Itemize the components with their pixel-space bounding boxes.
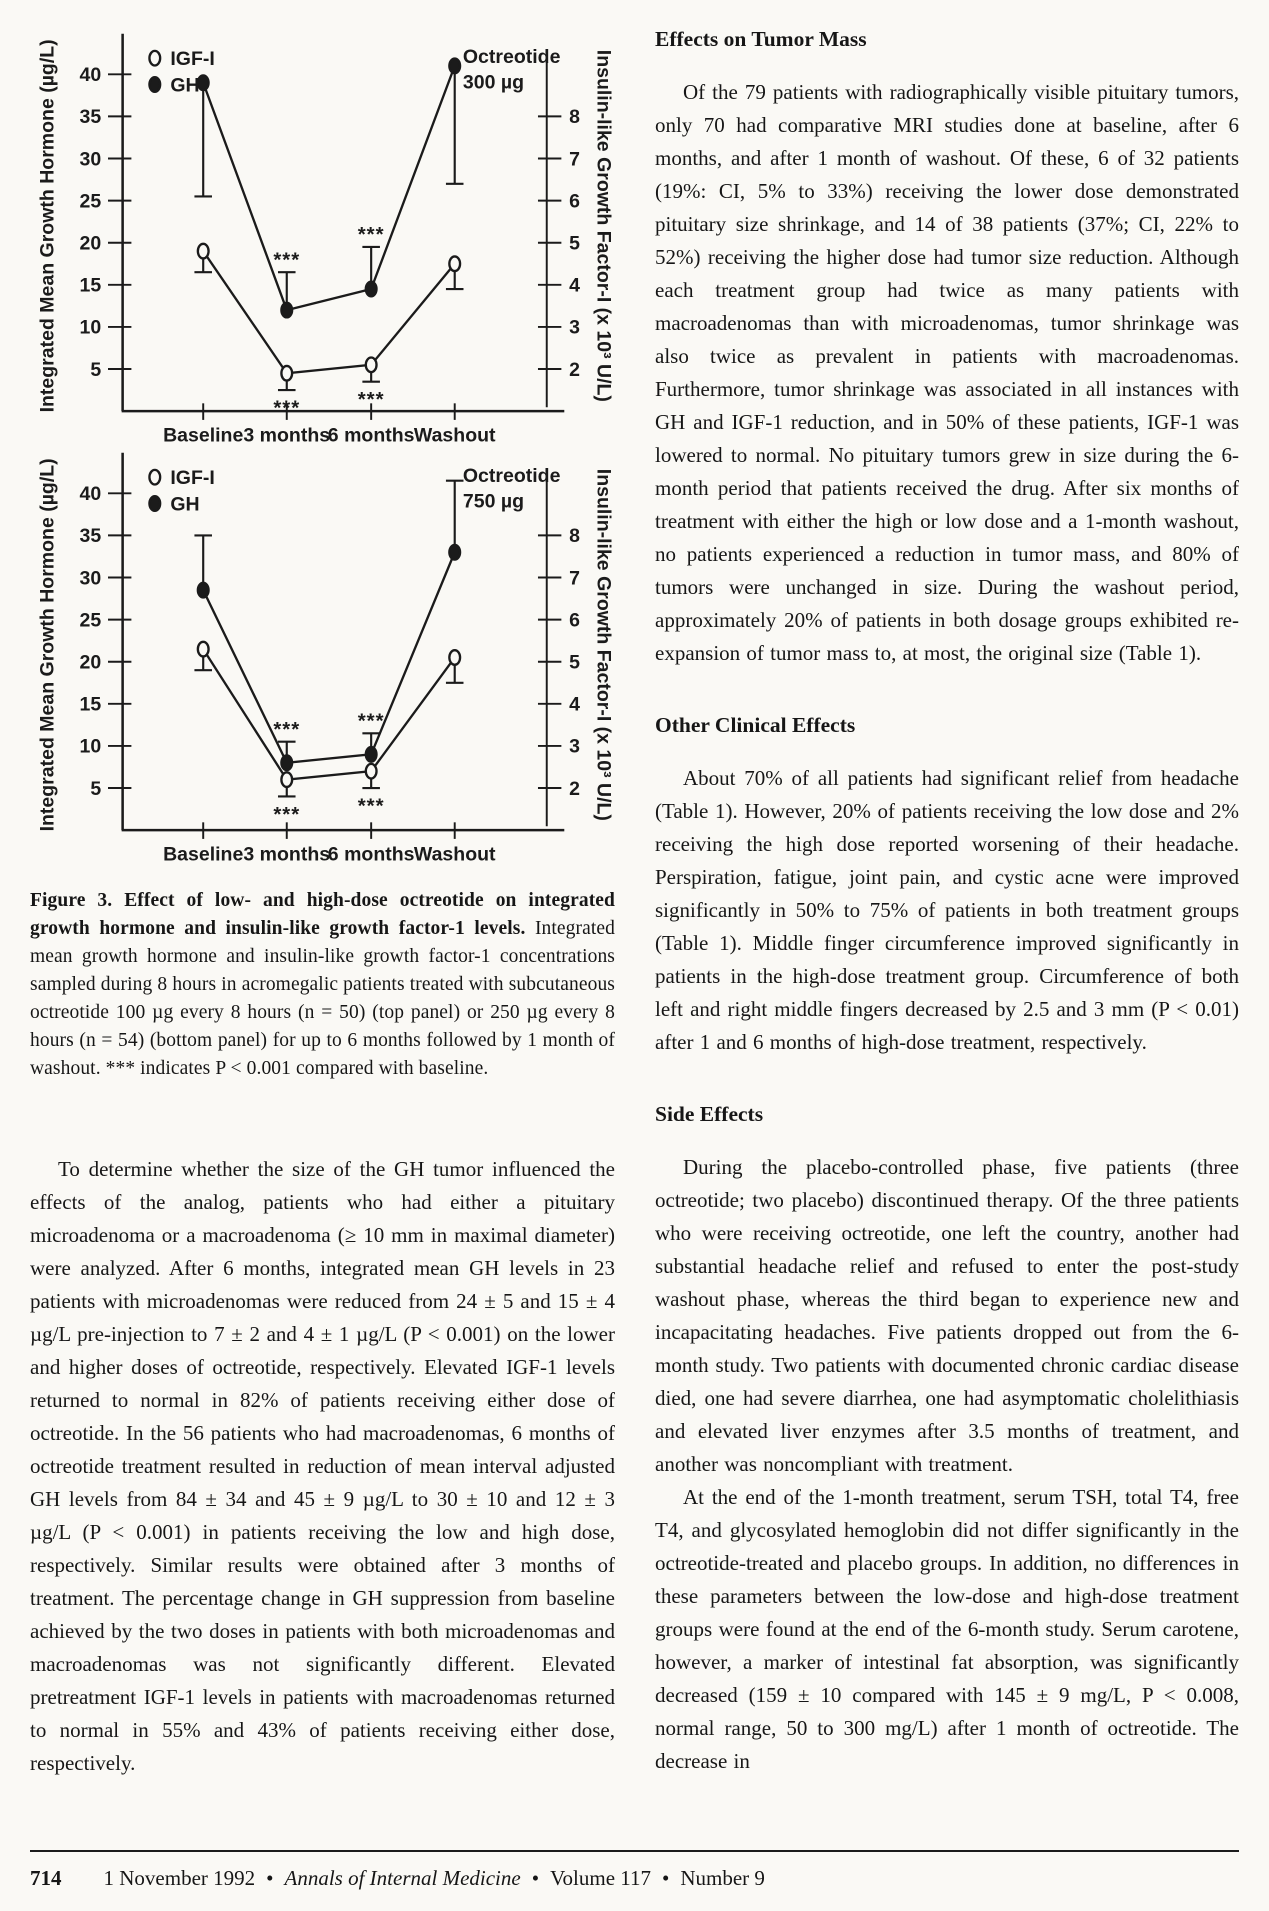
svg-text:6 months: 6 months <box>327 843 415 865</box>
section-side-effects <box>655 1101 1239 1778</box>
footer-separator: • <box>661 1866 670 1890</box>
svg-text:15: 15 <box>79 693 102 716</box>
svg-text:35: 35 <box>79 106 102 129</box>
svg-text:25: 25 <box>79 609 102 632</box>
figure-caption-title: Figure 3. Effect of low- and high-dose octreotide on integrated growth hormone and insulin-like growth factor-1 levels. <box>30 889 615 939</box>
footer-volume: Volume 117 <box>550 1866 651 1890</box>
svg-text:3: 3 <box>569 735 581 758</box>
svg-text:4: 4 <box>569 274 581 297</box>
svg-text:***: *** <box>357 709 385 733</box>
svg-text:4: 4 <box>569 693 581 716</box>
svg-text:Washout: Washout <box>413 424 496 446</box>
svg-text:10: 10 <box>79 735 102 758</box>
figure-caption-body: Integrated mean growth hormone and insulin-like growth factor-1 concentrations sampled during 8 hours in acromegalic patients treated with subcutaneous octreotide 100 µg every 8 hours (n = 50) (top panel) or 250 µg every 8 hours (n = 54) (bottom panel) for up to 6 months followed by 1 month of washout. *** indicates P < 0.001 compared with baseline. <box>30 917 615 1079</box>
svg-text:30: 30 <box>79 567 102 590</box>
svg-text:3 months: 3 months <box>243 424 331 446</box>
svg-text:***: *** <box>357 794 385 818</box>
page-footer <box>30 1850 1239 1891</box>
svg-text:20: 20 <box>79 232 102 255</box>
body-paragraph: About 70% of all patients had significant relief from headache (Table 1). However, 20% of patients receiving the low dose and 2% receiving the high dose reported worsening of their headache. Perspiration, fatigue, joint pain, and cystic acne were improved significantly in 50% to 75% of patients in both treatment groups (Table 1). Middle finger circumference improved significantly in patients in the high-dose treatment group. Circumference of both left and right middle fingers decreased by 2.5 and 3 mm (P < 0.01) after 1 and 6 months of high-dose treatment, respectively. <box>655 766 1239 1054</box>
body-paragraph: To determine whether the size of the GH tumor influenced the effects of the analog, patients who had either a pituitary microadenoma or a macroadenoma (≥ 10 mm in maximal diameter) were analyzed. After 6 months, integrated mean GH levels in 23 patients with microadenomas were reduced from 24 ± 5 and 15 ± 4 µg/L pre-injection to 7 ± 2 and 4 ± 1 µg/L (P < 0.001) on the lower and higher doses of octreotide, respectively. Elevated IGF-1 levels returned to normal in 82% of patients receiving either dose of octreotide. In the 56 patients who had macroadenomas, 6 months of octreotide treatment resulted in reduction of mean interval adjusted GH levels from 84 ± 34 and 45 ± 9 µg/L to 30 ± 10 and 12 ± 3 µg/L (P < 0.001) in patients receiving the low and high dose, respectively. Similar results were obtained after 3 months of treatment. The percentage change in GH suppression from baseline achieved by the two doses in patients with both microadenomas and macroadenomas was not significantly different. Elevated pretreatment IGF-1 levels in patients with macroadenomas returned to normal in 55% and 43% of patients receiving either dose, respectively. <box>30 1156 615 1775</box>
section-heading: Other Clinical Effects <box>655 713 856 737</box>
section-heading: Effects on Tumor Mass <box>655 27 867 51</box>
svg-text:GH: GH <box>170 493 200 516</box>
svg-text:7: 7 <box>569 567 581 590</box>
footer-date: 1 November 1992 <box>103 1866 256 1890</box>
body-paragraph: At the end of the 1-month treatment, serum TSH, total T4, free T4, and glycosylated hemoglobin did not differ significantly in the octreotide-treated and placebo groups. In addition, no differences in these parameters between the low-dose and high-dose treatment groups were found at the end of the 6-month study. Serum carotene, however, a marker of intestinal fat absorption, was significantly decreased (159 ± 10 compared with 145 ± 9 mg/L, P < 0.008, normal range, 50 to 300 mg/L) after 1 month of octreotide. The decrease in <box>655 1485 1239 1773</box>
svg-text:***: *** <box>273 718 301 742</box>
svg-text:6: 6 <box>569 609 581 632</box>
svg-text:Baseline: Baseline <box>163 843 244 865</box>
svg-text:15: 15 <box>79 274 102 297</box>
footer-separator: • <box>266 1866 274 1890</box>
svg-text:Insulin-like Growth Factor-I (: Insulin-like Growth Factor-I (x 10³ U/L) <box>592 49 615 402</box>
svg-text:40: 40 <box>79 64 102 87</box>
left-column <box>30 26 615 1780</box>
right-column <box>655 26 1239 1780</box>
svg-text:Octreotide: Octreotide <box>462 465 561 488</box>
svg-text:***: *** <box>357 388 385 412</box>
svg-text:40: 40 <box>79 483 102 506</box>
svg-text:3 months: 3 months <box>243 843 331 865</box>
svg-text:6: 6 <box>569 190 581 213</box>
figure-3 <box>30 26 615 1083</box>
svg-text:***: *** <box>273 248 301 272</box>
svg-text:Insulin-like Growth Factor-I (: Insulin-like Growth Factor-I (x 10³ U/L) <box>592 469 615 822</box>
two-column-layout <box>30 26 1239 1780</box>
svg-text:Integrated Mean Growth Hormone: Integrated Mean Growth Hormone (µg/L) <box>36 39 59 413</box>
svg-text:2: 2 <box>569 358 581 381</box>
svg-text:10: 10 <box>79 316 102 339</box>
chart-octreotide-300ug <box>30 26 615 445</box>
svg-text:Integrated Mean Growth Hormone: Integrated Mean Growth Hormone (µg/L) <box>36 458 59 832</box>
svg-text:25: 25 <box>79 190 102 213</box>
svg-text:GH: GH <box>170 74 200 97</box>
body-paragraph: During the placebo-controlled phase, five patients (three octreotide; two placebo) discontinued therapy. Of the three patients who were receiving octreotide, one left the country, another had substantial headache relief and refused to enter the post-study washout phase, whereas the third began to experience new and incapacitating headaches. Five patients dropped out from the 6-month study. Two patients with documented chronic cardiac disease died, one had severe diarrhea, one had asymptomatic cholelithiasis and elevated liver enzymes after 3.5 months of treatment, and another was noncompliant with treatment. <box>655 1155 1239 1476</box>
footer-separator: • <box>531 1866 540 1890</box>
svg-text:6 months: 6 months <box>327 424 415 446</box>
svg-text:8: 8 <box>569 525 581 548</box>
svg-text:5: 5 <box>569 651 581 674</box>
svg-text:Washout: Washout <box>413 843 496 865</box>
footer-number: Number 9 <box>680 1866 765 1890</box>
svg-text:3: 3 <box>569 316 581 339</box>
section-heading: Side Effects <box>655 1102 764 1126</box>
svg-text:35: 35 <box>79 525 102 548</box>
svg-text:30: 30 <box>79 148 102 171</box>
svg-text:8: 8 <box>569 106 581 129</box>
svg-text:750 µg: 750 µg <box>462 490 525 513</box>
svg-text:***: *** <box>273 803 301 827</box>
svg-text:5: 5 <box>569 232 581 255</box>
svg-text:5: 5 <box>90 358 102 381</box>
svg-text:300 µg: 300 µg <box>462 71 525 94</box>
section-other-clinical-effects <box>655 712 1239 1059</box>
page-number: 714 <box>30 1866 62 1890</box>
svg-text:20: 20 <box>79 651 102 674</box>
svg-text:***: *** <box>273 396 301 420</box>
svg-text:2: 2 <box>569 778 581 801</box>
body-paragraph: Of the 79 patients with radiographically visible pituitary tumors, only 70 had comparative MRI studies done at baseline, after 6 months, and after 1 month of washout. Of these, 6 of 32 patients (19%: CI, 5% to 33%) receiving the lower dose demonstrated pituitary size shrinkage, and 14 of 38 patients (37%; CI, 22% to 52%) receiving the higher dose had tumor size reduction. Although each treatment group had twice as many patients with macroadenomas than with microadenomas, tumor shrinkage was also twice as prevalent in patients with macroadenomas. Furthermore, tumor shrinkage was associated in all instances with GH and IGF-1 reduction, and in 50% of these patients, IGF-1 was lowered to normal. No pituitary tumors grew in size during the 6-month period that patients received the drug. After six months of treatment with either the high or low dose and a 1-month washout, no patients experienced a reduction in tumor mass, and 80% of tumors were unchanged in size. During the washout period, approximately 20% of patients in both dosage groups exhibited re-expansion of tumor mass to, at most, the original size (Table 1). <box>655 80 1239 665</box>
svg-text:Octreotide: Octreotide <box>462 46 561 69</box>
svg-text:5: 5 <box>90 778 102 801</box>
svg-text:IGF-I: IGF-I <box>170 48 215 70</box>
chart-octreotide-750ug <box>30 445 615 864</box>
svg-text:***: *** <box>357 223 385 247</box>
footer-journal-name: Annals of Internal Medicine <box>284 1866 521 1890</box>
figure-caption <box>30 887 615 1083</box>
svg-text:IGF-I: IGF-I <box>170 467 215 490</box>
svg-text:Baseline: Baseline <box>163 424 244 446</box>
svg-text:7: 7 <box>569 148 581 171</box>
section-effects-on-tumor-mass <box>655 26 1239 670</box>
